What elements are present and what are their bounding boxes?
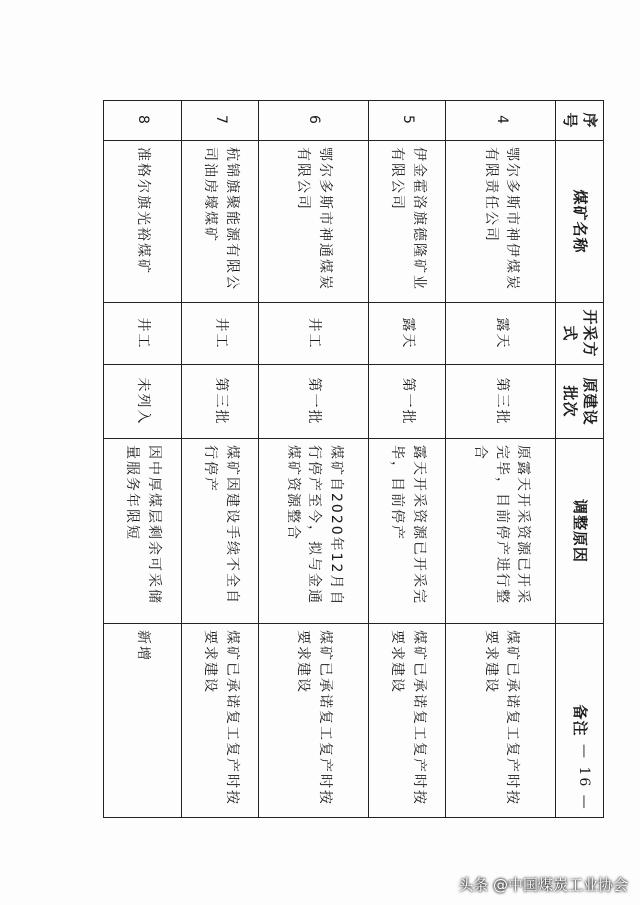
cell-note: 煤矿已承诺复工复产时按要求建设 xyxy=(368,624,446,818)
cell-reason: 露天开采资源已开采完毕，目前停产 xyxy=(368,439,446,624)
header-note: 备注 xyxy=(556,624,604,818)
header-batch: 原建设批次 xyxy=(556,365,604,439)
table-header-row xyxy=(556,101,604,818)
cell-name: 鄂尔多斯市神通煤炭有限公司 xyxy=(259,141,369,303)
table-row xyxy=(259,101,369,818)
header-name: 煤矿名称 xyxy=(556,141,604,303)
table-row xyxy=(181,101,259,818)
cell-batch: 未列入 xyxy=(104,365,182,439)
cell-method: 井工 xyxy=(181,303,259,365)
watermark: 头条 @中国煤炭工业协会 xyxy=(458,876,628,894)
cell-method: 井工 xyxy=(104,303,182,365)
cell-name: 杭锦旗聚能源有限公司油房壕煤矿 xyxy=(181,141,259,303)
header-method: 开采方式 xyxy=(556,303,604,365)
cell-name: 鄂尔多斯市神伊煤炭有限责任公司 xyxy=(446,141,556,303)
table-row xyxy=(104,101,182,818)
cell-seq: 6 xyxy=(259,101,369,141)
cell-reason: 煤矿因建设手续不全自行停产 xyxy=(181,439,259,624)
cell-batch: 第一批 xyxy=(368,365,446,439)
cell-reason: 因中厚煤层剩余可采储量服务年限短 xyxy=(104,439,182,624)
cell-seq: 7 xyxy=(181,101,259,141)
header-seq: 序号 xyxy=(556,101,604,141)
cell-note: 新增 xyxy=(104,624,182,818)
table-row xyxy=(368,101,446,818)
cell-batch: 第三批 xyxy=(446,365,556,439)
cell-seq: 4 xyxy=(446,101,556,141)
coal-mine-adjustment-table xyxy=(103,100,604,818)
page-number: — 16 — xyxy=(576,743,592,811)
header-reason: 调整原因 xyxy=(556,439,604,624)
cell-reason: 煤矿自2020年12月自行停产至今，拟与金通煤矿资源整合 xyxy=(259,439,369,624)
rotated-table-container xyxy=(103,100,604,817)
cell-name: 伊金霍洛旗德隆矿业有限公司 xyxy=(368,141,446,303)
cell-note: 煤矿已承诺复工复产时按要求建设 xyxy=(446,624,556,818)
cell-batch: 第三批 xyxy=(181,365,259,439)
cell-method: 露天 xyxy=(446,303,556,365)
cell-note: 煤矿已承诺复工复产时按要求建设 xyxy=(259,624,369,818)
table-row xyxy=(446,101,556,818)
cell-method: 露天 xyxy=(368,303,446,365)
cell-reason: 原露天开采资源已开采完毕，目前停产进行整合 xyxy=(446,439,556,624)
cell-note: 煤矿已承诺复工复产时按要求建设 xyxy=(181,624,259,818)
cell-name: 准格尔旗光裕煤矿 xyxy=(104,141,182,303)
cell-seq: 5 xyxy=(368,101,446,141)
cell-batch: 第一批 xyxy=(259,365,369,439)
cell-seq: 8 xyxy=(104,101,182,141)
cell-method: 井工 xyxy=(259,303,369,365)
